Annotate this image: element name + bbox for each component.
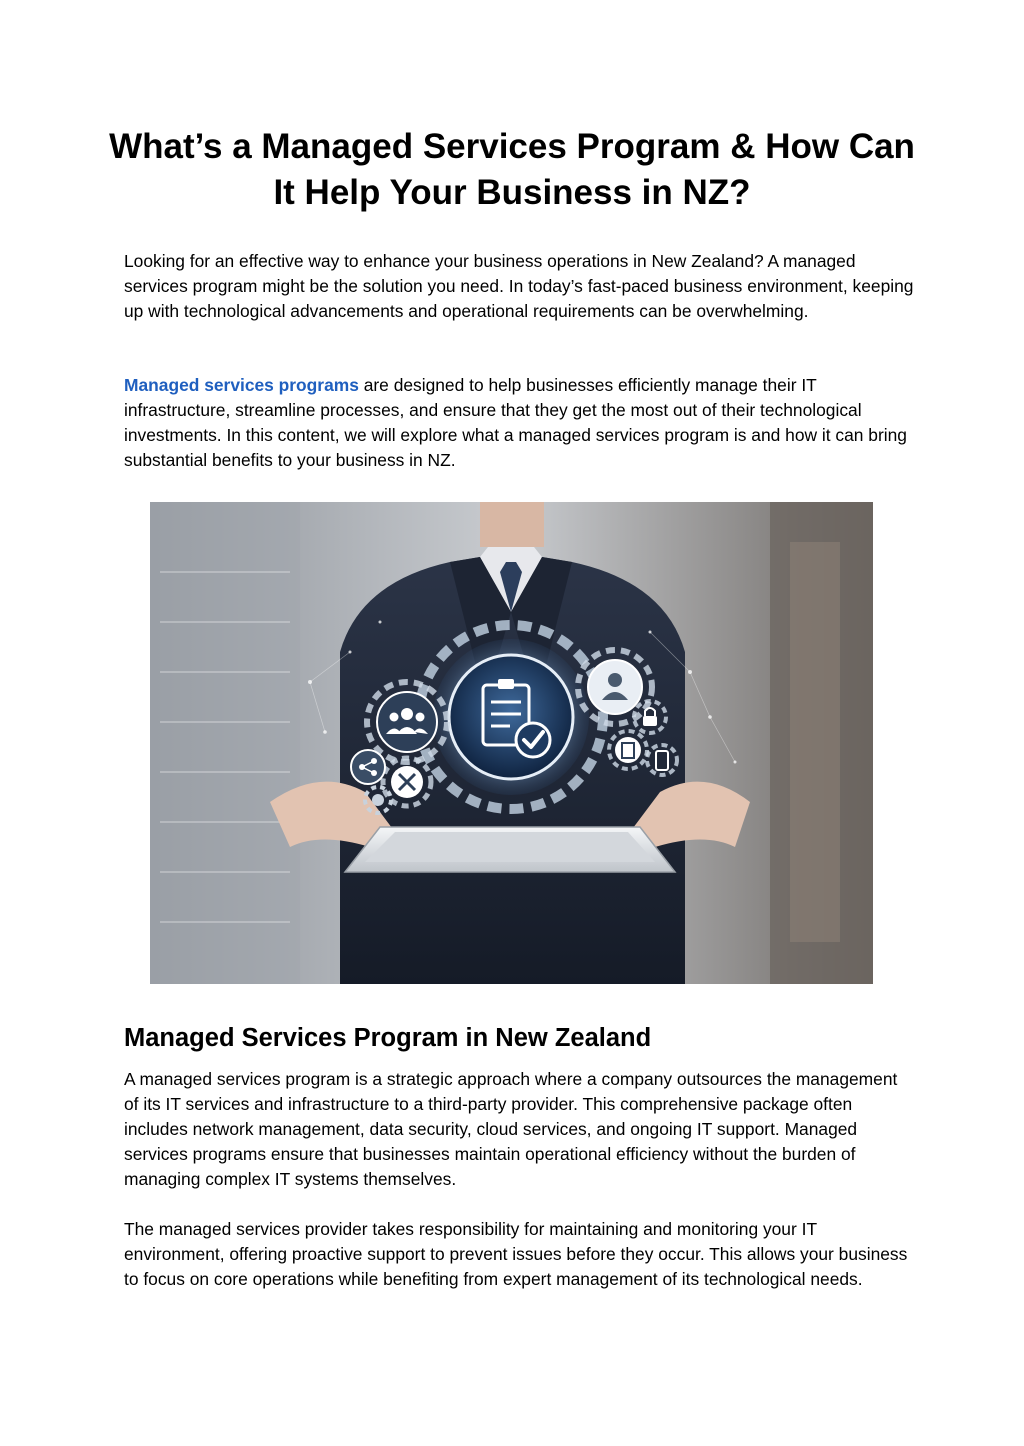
intro-paragraph: Looking for an effective way to enhance your business operations in New Zealand? A managed services program might be the solution you need. In today’s fast-paced business environment, keeping up with technological advancements and operational requirements can be overwhelming. bbox=[124, 251, 914, 321]
section-paragraph-2: The managed services provider takes responsibility for maintaining and monitoring your IT environment, offering proactive support to prevent issues before they occur. This allows your business to focus on core operations while benefiting from expert management of its technological needs. bbox=[124, 1219, 908, 1289]
managed-services-link[interactable]: Managed services programs bbox=[124, 375, 359, 395]
description-paragraph bbox=[124, 373, 914, 473]
description-text: are designed to help businesses efficiently manage their IT infrastructure, streamline processes, and ensure that they get the most out of their technological investments. In this content, we will explore what a managed services program is and how it can bring substantial benefits to your business in NZ. bbox=[124, 375, 907, 470]
section-paragraph-1: A managed services program is a strategic approach where a company outsources the management of its IT services and infrastructure to a third-party provider. This comprehensive package often includes network management, data security, cloud services, and ongoing IT support. Managed services programs ensure that businesses maintain operational efficiency without the burden of managing complex IT systems themselves. bbox=[124, 1069, 898, 1189]
section-heading: Managed Services Program in New Zealand bbox=[124, 1024, 652, 1052]
hero-image bbox=[150, 502, 873, 984]
share-icon bbox=[351, 750, 385, 784]
page-title: What’s a Managed Services Program & How Can It Help Your Business in NZ? bbox=[109, 127, 915, 212]
